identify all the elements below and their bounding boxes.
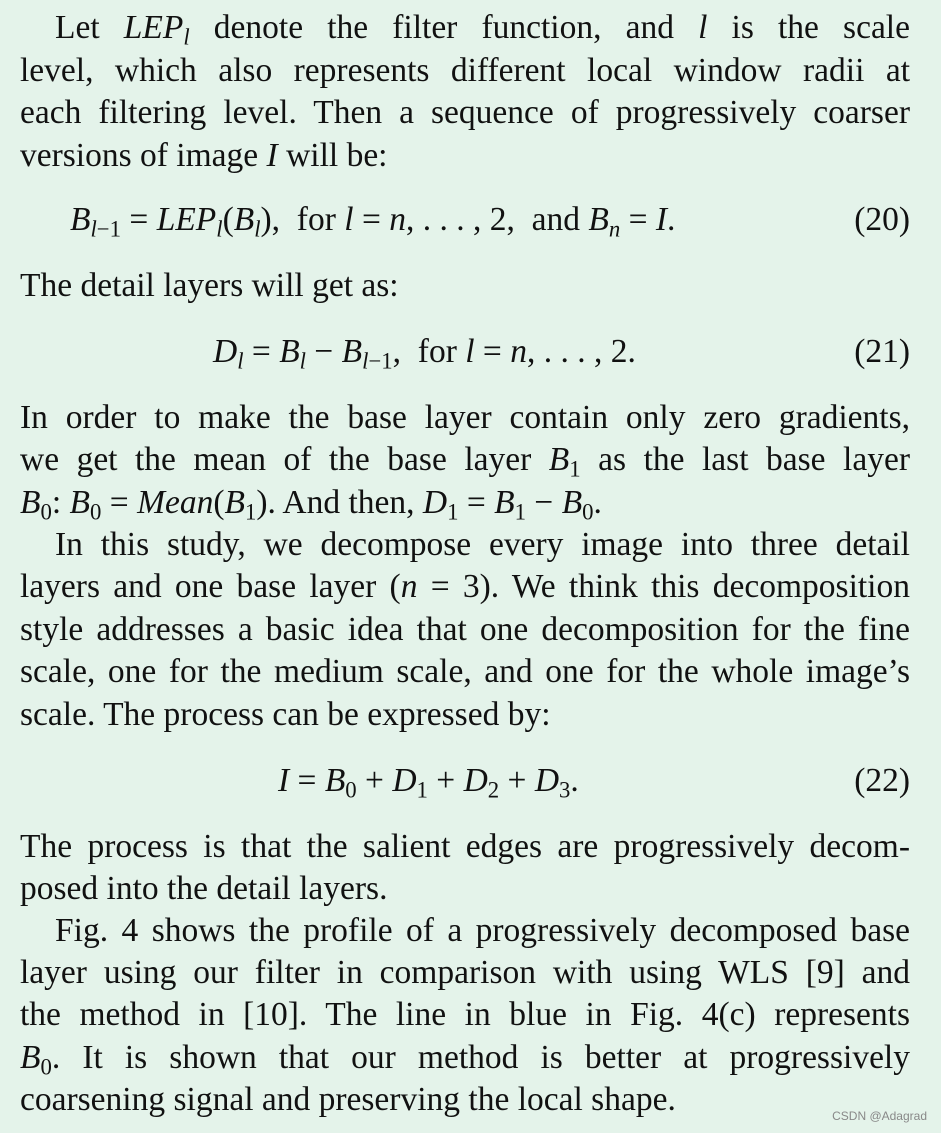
paragraph-4-line-4: scale, one for the medium scale, and one for the whole image’s [20,653,910,690]
paragraph-4-line-2: layers and one base layer (n = 3). We think this decomposition [20,568,910,605]
equation-20-expression: $B_{l-1} = LEP_l(B_l)$, for l = n, . . . , 2, and $B_n = I$. [70,201,676,242]
paragraph-4-line-3: style addresses a basic idea that one decomposition for the fine [20,611,910,648]
equation-21 [20,330,910,373]
equation-21-number: (21) [854,333,910,370]
paragraph-2-line-1: The detail layers will get as: [20,267,399,304]
equation-20 [20,198,910,241]
paragraph-6-line-4: $B_0$. It is shown that our method is better at progressively [20,1039,910,1080]
equation-20-number: (20) [854,201,910,238]
paragraph-4-line-1: In this study, we decompose every image into three detail [55,526,910,563]
paragraph-1-line-4: versions of image I will be: [20,137,388,174]
paragraph-3-line-3: $B_0$: $B_0$ = $Mean(B_1)$. And then, $D_1 = B_1 - B_0$. [20,484,602,525]
paragraph-1-line-3: each filtering level. Then a sequence of progressively coarser [20,94,910,131]
equation-21-expression: $D_l = B_l - B_{l-1}$, for l = n, . . . , 2. [213,333,636,374]
paragraph-6-line-2: layer using our filter in comparison with using WLS [9] and [20,954,910,991]
equation-22 [20,759,910,802]
paragraph-6-line-1: Fig. 4 shows the profile of a progressively decomposed base [55,912,910,949]
paragraph-5-line-2: posed into the detail layers. [20,870,388,907]
watermark: CSDN @Adagrad [832,1109,927,1123]
paragraph-5-line-1: The process is that the salient edges are progressively decom- [20,828,910,865]
paragraph-6-line-3: the method in [10]. The line in blue in Fig. 4(c) represents [20,996,910,1033]
paragraph-1-line-2: level, which also represents different local window radii at [20,52,910,89]
paragraph-3-line-1: In order to make the base layer contain only zero gradients, [20,399,910,436]
paragraph-6-line-5: coarsening signal and preserving the local shape. [20,1081,676,1118]
paragraph-4-line-5: scale. The process can be expressed by: [20,696,551,733]
equation-22-number: (22) [854,762,910,799]
paragraph-1-line-1: Let $LEP_l$ denote the filter function, and l is the scale [55,9,910,50]
equation-22-expression: $I = B_0 + D_1 + D_2 + D_3$. [278,762,579,803]
paragraph-3-line-2: we get the mean of the base layer $B_1$ as the last base layer [20,441,910,482]
